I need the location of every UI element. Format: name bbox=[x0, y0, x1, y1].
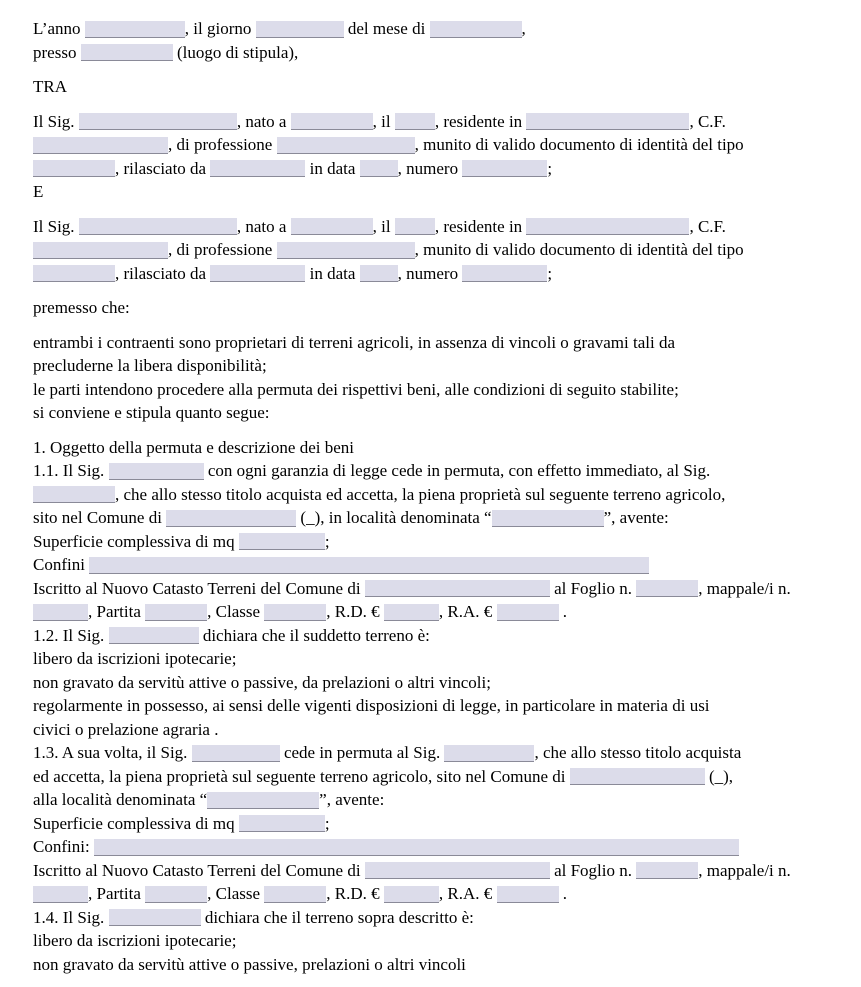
text-run: ; bbox=[324, 531, 330, 551]
text-run: in data bbox=[305, 158, 360, 178]
text-run: presso bbox=[33, 42, 81, 62]
field-party1_rilasciato_da[interactable] bbox=[210, 160, 305, 177]
text-run: libero da iscrizioni ipotecarie; bbox=[33, 931, 237, 950]
field-s11_partita[interactable] bbox=[145, 604, 207, 621]
text-run: Il Sig. bbox=[33, 216, 79, 236]
text-run: , nato a bbox=[236, 216, 291, 236]
text-run: , R.A. € bbox=[438, 602, 497, 621]
text-run: , C.F. bbox=[689, 111, 726, 131]
text-run: , residente in bbox=[434, 111, 527, 131]
field-s11_rd[interactable] bbox=[384, 604, 439, 621]
text-run: , che allo stesso titolo acquista ed accetta, la piena proprietà sul seguente terreno agricolo, bbox=[115, 484, 726, 504]
text-run: , il bbox=[372, 111, 395, 131]
text-run: , bbox=[521, 19, 526, 38]
field-s11_comune[interactable] bbox=[166, 510, 296, 527]
section-1 bbox=[33, 436, 833, 977]
field-s13_superficie_mq[interactable] bbox=[239, 815, 325, 832]
field-party2_tipo_documento[interactable] bbox=[33, 265, 115, 282]
premesso-heading bbox=[33, 296, 833, 320]
text-run: Il Sig. bbox=[33, 111, 79, 131]
text-run: ; bbox=[324, 813, 330, 833]
text-run: ; bbox=[547, 263, 553, 283]
text-run: , il giorno bbox=[184, 19, 256, 38]
text-run: Iscritto al Nuovo Catasto Terreni del Comune di bbox=[33, 860, 365, 880]
text-run: non gravato da servitù attive o passive, da prelazioni o altri vincoli; bbox=[33, 672, 491, 692]
text-run: entrambi i contraenti sono proprietari di terreni agricoli, in assenza di vincoli o gravami tali da bbox=[33, 332, 676, 352]
text-run: ”, avente: bbox=[603, 508, 669, 527]
field-s13_partita[interactable] bbox=[145, 886, 207, 903]
field-party2_luogo_nascita[interactable] bbox=[291, 218, 373, 235]
text-run: Iscritto al Nuovo Catasto Terreni del Comune di bbox=[33, 578, 365, 598]
text-run: (luogo di stipula), bbox=[172, 42, 299, 62]
field-luogo_di_stipula[interactable] bbox=[81, 44, 173, 61]
field-party1_tipo_documento[interactable] bbox=[33, 160, 115, 177]
text-run: , il bbox=[372, 216, 395, 236]
text-run: , R.D. € bbox=[326, 884, 384, 903]
field-party1_data_nascita[interactable] bbox=[395, 113, 435, 130]
party-2 bbox=[33, 215, 833, 286]
field-s11_superficie_mq[interactable] bbox=[239, 533, 325, 550]
heading-tra bbox=[33, 75, 833, 99]
field-party1_residenza[interactable] bbox=[526, 113, 689, 130]
field-party2_data_nascita[interactable] bbox=[395, 218, 435, 235]
field-party2_nome[interactable] bbox=[79, 218, 237, 235]
field-s11_localita[interactable] bbox=[492, 510, 604, 527]
field-mese[interactable] bbox=[430, 21, 522, 38]
text-run: precluderne la libera disponibilità; bbox=[33, 356, 267, 375]
text-run: , mappale/i n. bbox=[698, 578, 791, 598]
field-party2_professione[interactable] bbox=[277, 242, 415, 259]
text-run: 1.2. Il Sig. bbox=[33, 625, 109, 645]
intro-date-place bbox=[33, 17, 833, 64]
text-run: , C.F. bbox=[689, 216, 726, 236]
field-s11_acquirente[interactable] bbox=[33, 486, 115, 503]
text-run: , di professione bbox=[168, 240, 277, 259]
field-s11_classe[interactable] bbox=[264, 604, 326, 621]
field-s13_foglio[interactable] bbox=[636, 862, 698, 879]
field-s12_dichiarante[interactable] bbox=[109, 627, 199, 644]
field-s13_classe[interactable] bbox=[264, 886, 326, 903]
text-run: (_), bbox=[704, 766, 734, 786]
text-run: non gravato da servitù attive o passive, prelazioni o altri vincoli bbox=[33, 954, 466, 974]
text-run: premesso che: bbox=[33, 298, 130, 317]
text-run: alla località denominata “ bbox=[33, 790, 208, 809]
field-s13_rd[interactable] bbox=[384, 886, 439, 903]
field-party1_nome[interactable] bbox=[79, 113, 237, 130]
field-s11_confini[interactable] bbox=[89, 557, 649, 574]
field-s13_comune[interactable] bbox=[570, 768, 705, 785]
text-run: Superficie complessiva di mq bbox=[33, 531, 239, 551]
premesse-list bbox=[33, 331, 833, 425]
party-1 bbox=[33, 110, 833, 204]
text-run: , munito di valido documento di identità del tipo bbox=[414, 240, 744, 259]
field-party2_numero_documento[interactable] bbox=[462, 265, 547, 282]
field-party2_residenza[interactable] bbox=[526, 218, 689, 235]
field-party1_luogo_nascita[interactable] bbox=[291, 113, 373, 130]
field-party2_data_rilascio[interactable] bbox=[360, 265, 398, 282]
field-party1_professione[interactable] bbox=[277, 137, 415, 154]
text-run: , che allo stesso titolo acquista bbox=[534, 743, 742, 762]
text-run: si conviene e stipula quanto segue: bbox=[33, 403, 270, 422]
text-run: , mappale/i n. bbox=[698, 860, 791, 880]
text-run: al Foglio n. bbox=[549, 578, 637, 598]
field-s13_ra[interactable] bbox=[497, 886, 559, 903]
field-party1_data_rilascio[interactable] bbox=[360, 160, 398, 177]
field-s11_comune_catasto[interactable] bbox=[365, 580, 550, 597]
field-s11_cedente[interactable] bbox=[109, 463, 204, 480]
text-run: Superficie complessiva di mq bbox=[33, 813, 239, 833]
text-run: 1.4. Il Sig. bbox=[33, 907, 109, 927]
text-run: sito nel Comune di bbox=[33, 508, 167, 527]
text-run: dichiara che il terreno sopra descritto è: bbox=[200, 907, 474, 927]
text-run: le parti intendono procedere alla permuta dei rispettivi beni, alle condizioni di seguito stabilite; bbox=[33, 379, 679, 399]
text-run: . bbox=[558, 602, 568, 621]
field-s13_cedente[interactable] bbox=[192, 745, 280, 762]
text-run: (_), in località denominata “ bbox=[296, 508, 492, 527]
text-run: 1.3. A sua volta, il Sig. bbox=[33, 743, 192, 762]
text-run: , nato a bbox=[236, 111, 291, 131]
text-run: in data bbox=[305, 263, 360, 283]
text-run: 1.1. Il Sig. bbox=[33, 461, 109, 480]
text-run: ; bbox=[547, 158, 553, 178]
text-run: , Partita bbox=[88, 884, 146, 903]
text-run: , Partita bbox=[88, 602, 146, 621]
text-run: , di professione bbox=[168, 135, 277, 154]
text-run: , R.A. € bbox=[438, 884, 497, 903]
text-run: Confini bbox=[33, 555, 90, 574]
text-run: , R.D. € bbox=[326, 602, 384, 621]
text-run: , numero bbox=[397, 158, 463, 178]
text-run: regolarmente in possesso, ai sensi delle vigenti disposizioni di legge, in particolare in materia di usi bbox=[33, 696, 710, 715]
field-party1_numero_documento[interactable] bbox=[462, 160, 547, 177]
text-run: ed accetta, la piena proprietà sul seguente terreno agricolo, sito nel Comune di bbox=[33, 766, 570, 786]
text-run: Confini: bbox=[33, 837, 94, 856]
text-run: , rilasciato da bbox=[115, 263, 211, 283]
field-party1_codice_fiscale[interactable] bbox=[33, 137, 168, 154]
text-run: TRA bbox=[33, 77, 67, 96]
field-party2_rilasciato_da[interactable] bbox=[210, 265, 305, 282]
text-run: libero da iscrizioni ipotecarie; bbox=[33, 649, 237, 668]
text-run: , Classe bbox=[207, 884, 265, 903]
field-s13_localita[interactable] bbox=[207, 792, 319, 809]
text-run: civici o prelazione agraria . bbox=[33, 719, 219, 739]
text-run: cede in permuta al Sig. bbox=[279, 743, 445, 762]
field-s14_dichiarante[interactable] bbox=[109, 909, 201, 926]
field-s11_foglio[interactable] bbox=[636, 580, 698, 597]
text-run: 1. Oggetto della permuta e descrizione dei beni bbox=[33, 437, 354, 457]
text-run: ”, avente: bbox=[319, 790, 385, 809]
field-s11_ra[interactable] bbox=[497, 604, 559, 621]
text-run: con ogni garanzia di legge cede in permuta, con effetto immediato, al Sig. bbox=[203, 461, 711, 480]
text-run: , residente in bbox=[434, 216, 527, 236]
field-s13_comune_catasto[interactable] bbox=[365, 862, 550, 879]
field-s13_acquirente[interactable] bbox=[444, 745, 534, 762]
field-s13_mappale[interactable] bbox=[33, 886, 88, 903]
field-anno[interactable] bbox=[85, 21, 185, 38]
text-run: , munito di valido documento di identità del tipo bbox=[414, 135, 744, 154]
field-giorno[interactable] bbox=[256, 21, 344, 38]
text-run: L’anno bbox=[33, 19, 85, 38]
text-run: , rilasciato da bbox=[115, 158, 211, 178]
field-party2_codice_fiscale[interactable] bbox=[33, 242, 168, 259]
text-run: . bbox=[558, 884, 568, 903]
text-run: dichiara che il suddetto terreno è: bbox=[198, 625, 430, 645]
field-s11_mappale[interactable] bbox=[33, 604, 88, 621]
field-s13_confini[interactable] bbox=[94, 839, 739, 856]
text-run: , numero bbox=[397, 263, 463, 283]
text-run: E bbox=[33, 182, 44, 201]
text-run: , Classe bbox=[207, 602, 265, 621]
text-run: al Foglio n. bbox=[549, 860, 637, 880]
text-run: del mese di bbox=[343, 19, 430, 38]
